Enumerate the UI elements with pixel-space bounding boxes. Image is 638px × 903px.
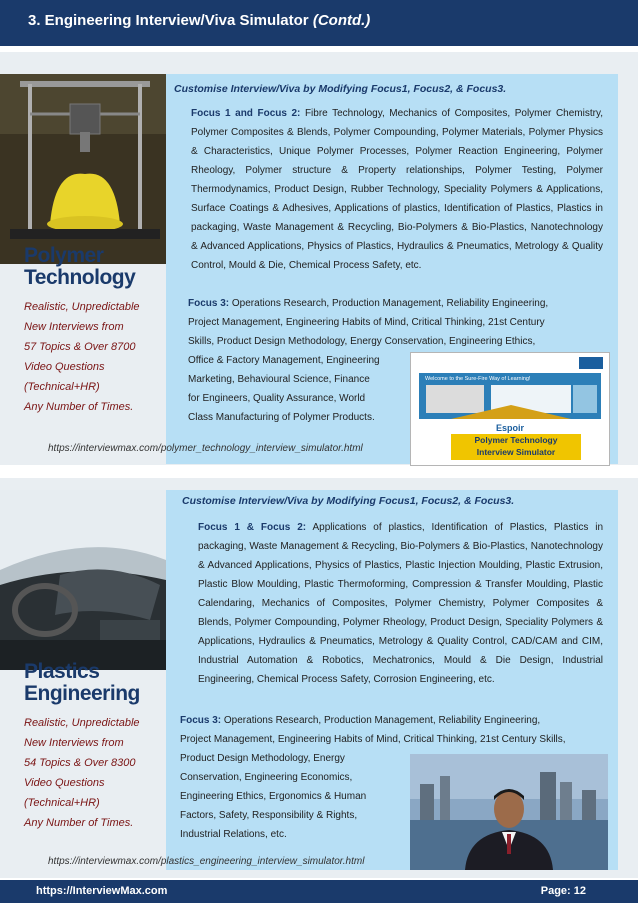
polymer-focus3-line: Skills, Product Design Methodology, Energy Conservation, Engineering Ethics, bbox=[188, 336, 536, 347]
polymer-desc-line: Realistic, Unpredictable bbox=[24, 301, 140, 313]
page-header bbox=[0, 0, 638, 46]
plastics-desc-line: Realistic, Unpredictable bbox=[24, 717, 140, 729]
polymer-focus3-line: Office & Factory Management, Engineering bbox=[188, 355, 380, 366]
plastics-desc-line: Any Number of Times. bbox=[24, 817, 134, 829]
thumbnail-title-line: Polymer Technology bbox=[474, 435, 558, 445]
3d-printer-photo bbox=[0, 74, 166, 264]
page-footer bbox=[0, 880, 638, 903]
plastics-left-column bbox=[24, 661, 164, 833]
plastics-title-line1: Plastics bbox=[24, 660, 100, 683]
plastics-focus3-label: Focus 3: bbox=[180, 715, 222, 726]
footer-site-link[interactable]: https://InterviewMax.com bbox=[36, 885, 168, 897]
polymer-focus3-label: Focus 3: bbox=[188, 298, 230, 309]
polymer-focus3-line: for Engineers, Quality Assurance, World bbox=[188, 393, 366, 404]
plastics-focus3-line: Industrial Relations, etc. bbox=[180, 829, 287, 840]
thumbnail-brand: Espoir bbox=[495, 423, 524, 433]
polymer-focus12-label: Focus 1 and Focus 2: bbox=[191, 108, 301, 119]
plastics-focus3-line: Operations Research, Production Management, Reliability Engineering, bbox=[223, 715, 541, 726]
polymer-desc-line: 57 Topics & Over 8700 bbox=[24, 341, 136, 353]
polymer-desc-line: New Interviews from bbox=[24, 321, 124, 333]
polymer-focus3-line: Class Manufacturing of Polymer Products. bbox=[188, 412, 375, 423]
polymer-focus3-line: Operations Research, Production Management, Reliability Engineering, bbox=[231, 298, 549, 309]
page-title-main: 3. Engineering Interview/Viva Simulator bbox=[28, 12, 309, 29]
plastics-focus12-text: Applications of plastics, Identification of Plastics, Plastics in packaging, Waste Management & Recycling, Bio-Polymers & Bio-Plastics, Nanotechnology & Advanced Applications, Physics of Plastics, Plastic Injection Moulding, Plastic Extrusion, Plastic Blow Moulding, Plastic Thermoforming, Compression & Transfer Moulding, Plastic Calendaring, Mechanics of Composites, Polymer Chemistry, Polymer Composites & Blends, Polymer Compounding, Polymer Rheology, Product Design, Speciality Polymers & Applications, Hydraulics & Pneumatics, Metrology & Quality Control, CAD/CAM and CIM, Industrial Automation & Robotics, Mechatronics, Mould & Die Design, Industrial Engineering, Chemical Process Safety, Corrosion Engineering, etc. bbox=[198, 522, 604, 685]
polymer-simulator-thumbnail bbox=[410, 352, 610, 466]
plastics-focus3-line: Factors, Safety, Responsibility & Rights, bbox=[180, 810, 358, 821]
polymer-left-column bbox=[24, 245, 164, 417]
thumbnail-banner: Welcome to the Sure-Fire Way of Learning! bbox=[425, 376, 531, 382]
plastics-desc-line: Video Questions bbox=[24, 777, 105, 789]
polymer-desc-line: Video Questions bbox=[24, 361, 105, 373]
plastics-description bbox=[24, 713, 164, 833]
polymer-focus3-line: Marketing, Behavioural Science, Finance bbox=[188, 374, 370, 385]
plastics-focus12-label: Focus 1 & Focus 2: bbox=[198, 522, 307, 533]
polymer-desc-line: Any Number of Times. bbox=[24, 401, 134, 413]
plastics-customise-heading: Customise Interview/Viva by Modifying Focus1, Focus2, & Focus3. bbox=[182, 495, 515, 507]
polymer-technology-section bbox=[0, 52, 638, 465]
polymer-description bbox=[24, 297, 164, 417]
plastics-focus3-line: Engineering Ethics, Ergonomics & Human bbox=[180, 791, 367, 802]
plastics-focus3-line: Product Design Methodology, Energy bbox=[180, 753, 345, 764]
plastics-url-link[interactable]: https://interviewmax.com/plastics_engineering_interview_simulator.html bbox=[48, 856, 365, 867]
polymer-title-line1: Polymer bbox=[24, 244, 104, 267]
plastics-desc-line: 54 Topics & Over 8300 bbox=[24, 757, 136, 769]
page-title bbox=[28, 12, 370, 29]
polymer-focus12-paragraph bbox=[191, 104, 603, 275]
polymer-url-link[interactable]: https://interviewmax.com/polymer_technology_interview_simulator.html bbox=[48, 443, 363, 454]
plastics-section-title bbox=[24, 661, 164, 705]
polymer-customise-heading: Customise Interview/Viva by Modifying Focus1, Focus2, & Focus3. bbox=[174, 83, 507, 95]
thumbnail-title-line: Interview Simulator bbox=[476, 447, 556, 457]
presenter-video-thumbnail bbox=[410, 754, 608, 870]
polymer-desc-line: (Technical+HR) bbox=[24, 381, 100, 393]
plastics-title-line2: Engineering bbox=[24, 682, 140, 705]
plastics-focus3-line: Project Management, Engineering Habits of Mind, Critical Thinking, 21st Century Skills, bbox=[180, 734, 566, 745]
page-number: Page: 12 bbox=[540, 885, 586, 897]
thumbnail-title-box bbox=[451, 434, 581, 460]
polymer-section-title bbox=[24, 245, 164, 289]
car-interior-photo bbox=[0, 490, 166, 670]
polymer-focus12-text: Fibre Technology, Mechanics of Composites, Polymer Chemistry, Polymer Composites & Blends, Polymer Compounding, Polymer Materials, Polymer Physics & Characteristics, Unique Polymer Processes, Polymer Reaction Engineering, Polymer Rheology, Polymer structure & Property relationships, Polymer Testing, Polymer Thermodynamics, Product Design, Rubber Technology, Speciality Polymers & Applications, Surface Coatings & Adhesives, Applications of plastics, Identification of Plastics, Plastics in packaging, Waste Management & Recycling, Bio-Polymers & Bio-Plastics, Nanotechnology & Advanced Applications, Physics of Plastics, Hydraulics & Pneumatics, Metrology & Quality Control, Mould & Die, Chemical Process Safety, etc. bbox=[191, 108, 603, 271]
plastics-engineering-section bbox=[0, 478, 638, 878]
plastics-focus3-line: Conservation, Engineering Economics, bbox=[180, 772, 353, 783]
polymer-focus3-line: Project Management, Engineering Habits of Mind, Critical Thinking, 21st Century bbox=[188, 317, 545, 328]
polymer-title-line2: Technology bbox=[24, 266, 136, 289]
page-title-contd: (Contd.) bbox=[312, 12, 371, 29]
plastics-desc-line: New Interviews from bbox=[24, 737, 124, 749]
plastics-focus12-paragraph bbox=[198, 518, 603, 689]
plastics-desc-line: (Technical+HR) bbox=[24, 797, 100, 809]
